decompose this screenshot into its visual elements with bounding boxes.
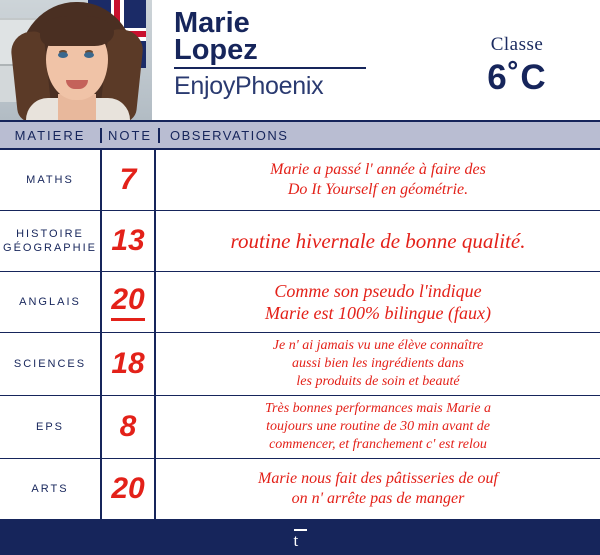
cell-observations bbox=[156, 396, 600, 458]
cell-observations bbox=[156, 459, 600, 519]
column-header-note: NOTE bbox=[100, 128, 160, 143]
cell-observations bbox=[156, 272, 600, 332]
cell-observations bbox=[156, 211, 600, 271]
student-last-name: Lopez bbox=[174, 34, 258, 66]
name-divider bbox=[174, 67, 366, 69]
grade-value: 20 bbox=[111, 283, 144, 321]
cell-subject bbox=[0, 459, 100, 519]
grade-value: 13 bbox=[111, 224, 145, 257]
table-row bbox=[0, 396, 600, 459]
cell-grade bbox=[100, 150, 156, 210]
cell-grade bbox=[100, 333, 156, 395]
classe-label: Classe bbox=[490, 34, 544, 55]
cell-observations bbox=[156, 333, 600, 395]
cell-subject bbox=[0, 333, 100, 395]
observation-line: Marie est 100% bilingue (faux) bbox=[265, 303, 491, 323]
student-name bbox=[174, 7, 442, 66]
grade-value: 20 bbox=[111, 472, 145, 505]
table-body bbox=[0, 150, 600, 519]
grades-table bbox=[0, 120, 600, 521]
cell-grade bbox=[100, 272, 156, 332]
grade-value: 18 bbox=[111, 347, 145, 380]
cell-subject bbox=[0, 396, 100, 458]
card-header bbox=[0, 0, 600, 120]
observation-line: Comme son pseudo l'indique bbox=[274, 281, 482, 301]
student-pseudo: EnjoyPhoenix bbox=[174, 72, 324, 100]
fringe-shape bbox=[40, 16, 114, 46]
cell-subject bbox=[0, 150, 100, 210]
observation-line: toujours une routine de 30 min avant de bbox=[266, 419, 490, 434]
eye-right bbox=[84, 52, 94, 58]
table-row bbox=[0, 150, 600, 211]
observation-line: Do It Yourself en géométrie. bbox=[287, 181, 469, 198]
cell-grade bbox=[100, 396, 156, 458]
table-header-row bbox=[0, 122, 600, 150]
observation-line: Je n' ai jamais vu une élève connaître bbox=[272, 338, 484, 353]
subject-line: ANGLAIS bbox=[19, 296, 81, 308]
subject-line: ARTS bbox=[31, 483, 69, 495]
subject-line: GÉOGRAPHIE bbox=[3, 242, 97, 254]
observation-line: Très bonnes performances mais Marie a bbox=[265, 401, 491, 416]
table-row bbox=[0, 333, 600, 396]
eye-left bbox=[58, 52, 68, 58]
observation-line: Marie a passé l' année à faire des bbox=[270, 161, 486, 178]
logo-letter: t bbox=[293, 530, 300, 550]
subject-line: SCIENCES bbox=[13, 358, 87, 370]
column-header-observations: OBSERVATIONS bbox=[170, 127, 289, 143]
observation-line: les produits de soin et beauté bbox=[296, 374, 460, 389]
column-header-matiere: MATIERE bbox=[14, 127, 86, 143]
avatar bbox=[0, 0, 152, 120]
student-first-name: Marie bbox=[174, 7, 250, 39]
subject-line: HISTOIRE bbox=[16, 228, 84, 240]
table-row bbox=[0, 272, 600, 333]
subject-line: MATHS bbox=[26, 174, 74, 186]
classe-value: 6˚C bbox=[487, 58, 547, 97]
grade-value: 8 bbox=[119, 410, 137, 443]
grade-value: 7 bbox=[119, 163, 137, 196]
cell-grade bbox=[100, 211, 156, 271]
cell-subject bbox=[0, 211, 100, 271]
observation-line: routine hivernale de bonne qualité. bbox=[230, 229, 526, 253]
title-block bbox=[152, 0, 442, 120]
cell-subject bbox=[0, 272, 100, 332]
cell-observations bbox=[156, 150, 600, 210]
table-row bbox=[0, 211, 600, 272]
observation-line: commencer, et franchement c' est relou bbox=[269, 437, 487, 452]
observation-line: on n' arrête pas de manger bbox=[291, 490, 465, 507]
cell-grade bbox=[100, 459, 156, 519]
observation-line: Marie nous fait des pâtisseries de ouf bbox=[258, 470, 498, 487]
brand-logo-icon bbox=[294, 528, 307, 549]
observation-line: aussi bien les ingrédients dans bbox=[292, 356, 464, 371]
table-row bbox=[0, 459, 600, 519]
classe-block bbox=[442, 0, 600, 120]
subject-line: EPS bbox=[35, 421, 64, 433]
